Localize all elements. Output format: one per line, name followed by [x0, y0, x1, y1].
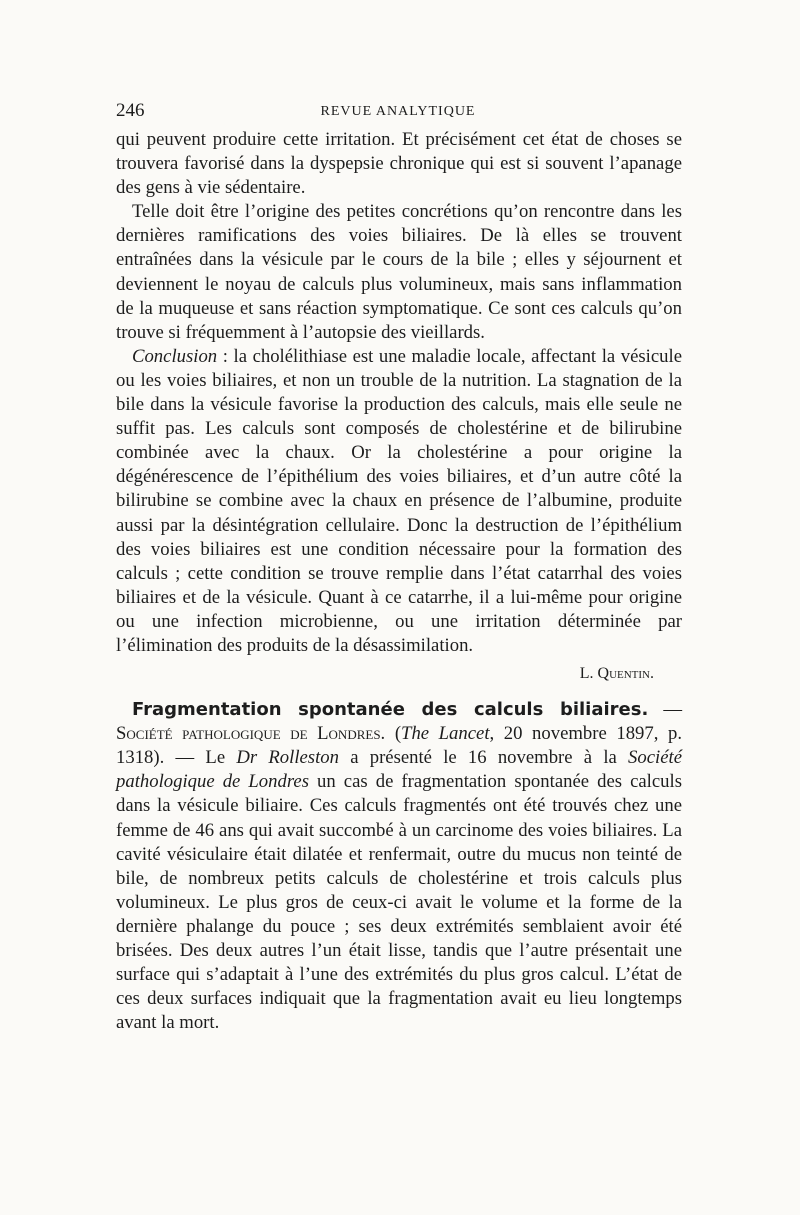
- paragraph-conclusion: [116, 345, 682, 658]
- paragraph-2: Telle doit être l’origine des petites concrétions qu’on rencontre dans les dernières ramifications des voies biliaires. De là elles se trouvent entraînées dans la vésicule par le cours de la bile ; elles y séjournent et deviennent le noyau de calculs plus volumineux, mais sans inflammation de la muqueuse et sans réaction symptomatique. Ce sont ces calculs qu’on trouve si fréquemment à l’autopsie des vieillards.: [116, 201, 682, 343]
- conclusion-text: : la cholélithiase est une maladie locale, affectant la vésicule ou les voies biliaires, et non un trouble de la nutrition. La stagnation de la bile dans la vésicule favorise la production des calculs, mais elle seule ne suffit pas. Les calculs sont composés de cholestérine et de bilirubine combinée avec la chaux. Or la cholestérine a pour origine la dégénérescence de l’épithélium des voies biliaires, et d’un autre côté la bilirubine se combine avec la chaux en présence de l’albumine, produite aussi par la désintégration cellulaire. Donc la destruction de l’épithélium des voies biliaires est une condition nécessaire pour la formation des calculs ; cette condition se trouve remplie dans l’état catarrhal des voies biliaires et de la vésicule. Quant à ce catarrhe, il a lui-même pour origine ou une infection microbienne, ou une irritation déterminée par l’élimination des produits de la désassimilation.: [116, 345, 682, 656]
- page-body: [116, 128, 682, 1035]
- paragraph-1: qui peuvent produire cette irritation. Et précisément cet état de choses se trouvera favorisé dans la dyspepsie chronique qui est si souvent l’apanage des gens à vie sédentaire.: [116, 129, 682, 199]
- author-signature: L. Quentin.: [579, 665, 654, 683]
- ref-details: , 20 novembre 1897, p. 1318). — Le: [116, 723, 682, 769]
- doctor-title: Dr: [236, 747, 258, 769]
- article-text-1: a présenté le 16 novembre à la: [338, 747, 629, 769]
- article-dash: —: [648, 699, 683, 721]
- article-text-2: un cas de fragmentation spontanée des calculs dans la vésicule biliaire. Ces calculs fragmentés ont été trouvés chez une femme de 46 ans qui avait succombé à un carcinome des voies biliaires. La cavité vésiculaire était dilatée et renfermait, outre du mucus non teinté de bile, de nombreux petits calculs de cholestérine et trois calculs plus volumineux. Le plus gros de ceux-ci avait le volume et la forme de la dernière phalange du pouce ; ses deux extrémités semblaient avoir été brisées. Des deux autres l’un était lisse, tandis que l’autre présentait une surface qui s’adaptait à l’une des extrémités du plus gros calcul. L’état de ces deux surfaces indiquait que la fragmentation avait eu lieu longtemps avant la mort.: [116, 771, 682, 1034]
- page-header: [116, 100, 680, 130]
- society-italic: Société pathologique de Londres: [116, 747, 683, 793]
- author-name: Rolleston: [268, 747, 339, 769]
- article-paragraph: [116, 698, 682, 1035]
- journal-name: The Lancet: [401, 723, 490, 745]
- conclusion-label: Conclusion: [132, 345, 218, 367]
- running-title: REVUE ANALYTIQUE: [320, 104, 476, 119]
- page-number: 246: [116, 100, 145, 121]
- article-title: Fragmentation spontanée des calculs biliaires.: [132, 699, 649, 721]
- ref-open: (: [385, 723, 402, 745]
- article-society: Société pathologique de Londres.: [116, 723, 386, 745]
